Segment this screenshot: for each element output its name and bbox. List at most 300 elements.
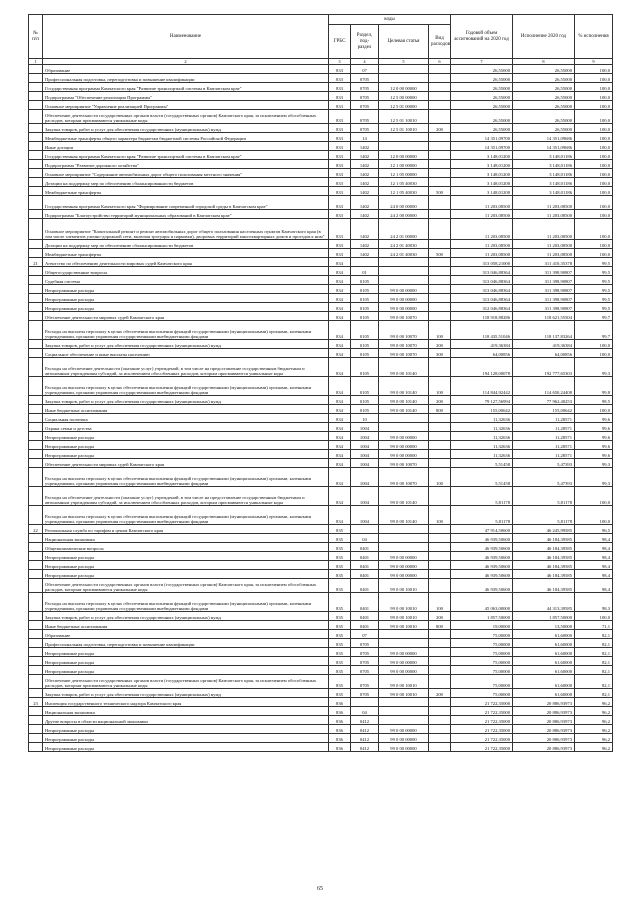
row-name: Общегосударственные вопросы: [43, 267, 329, 276]
row-expense-type: [429, 133, 451, 142]
row-percent: 99,3: [575, 468, 613, 487]
row-expense-type: [429, 160, 451, 169]
row-number: [29, 65, 43, 74]
row-percent: 99,6: [575, 450, 613, 459]
row-name: Закупка товаров, работ и услуг для обеспечения государственных (муниципальных) нужд: [43, 124, 329, 133]
row-number: [29, 716, 43, 725]
row-expense-type: [429, 74, 451, 83]
row-plan-value: 21 722,35000: [451, 707, 513, 716]
col-number: 6: [429, 59, 451, 65]
row-number: [29, 552, 43, 561]
row-fact-value: 311 398,90807: [513, 303, 575, 312]
row-number: 21: [29, 258, 43, 267]
row-target-article: 99 0 00 00000: [379, 432, 429, 441]
row-name: Обеспечение деятельности государственных органов власти (государственных органов) Камчатского края, за исключением обособленных расходов, которым присваиваются уникальные коды: [43, 110, 329, 124]
row-name: Непрограммные расходы: [43, 734, 329, 743]
row-grbs: 836: [329, 716, 351, 725]
row-number: [29, 648, 43, 657]
row-expense-type: [429, 487, 451, 506]
row-razdel: 0105: [351, 358, 379, 377]
header-vr: Вид расходов: [429, 25, 451, 59]
row-name: Основное мероприятие "Капитальный ремонт и ремонт автомобильных дорог общего пользования населенных пунктов Камчатского края (в том числе элементов улично-дорожной сети, включая тротуары и парковки), дворовых территорий многоквартирных домов и проездов к ним": [43, 219, 329, 240]
row-plan-value: 11 203,08500: [451, 196, 513, 210]
row-razdel: 04: [351, 707, 379, 716]
row-razdel: 1004: [351, 423, 379, 432]
row-razdel: 0705: [351, 92, 379, 101]
row-number: [29, 593, 43, 612]
row-razdel: 1402: [351, 178, 379, 187]
row-plan-value: 5,51458: [451, 459, 513, 468]
table-row: [29, 675, 613, 689]
row-expense-type: [429, 423, 451, 432]
row-grbs: 834: [329, 377, 351, 396]
header-num: № п/п: [29, 15, 43, 59]
row-target-article: [379, 698, 429, 707]
row-fact-value: 311 398,90807: [513, 276, 575, 285]
row-razdel: 0105: [351, 349, 379, 358]
row-target-article: [379, 414, 429, 423]
table-row: [29, 321, 613, 340]
row-expense-type: [429, 552, 451, 561]
row-fact-value: 1 857,50000: [513, 612, 575, 621]
row-fact-value: 20 886,93973: [513, 743, 575, 752]
header-pct: % исполнения: [575, 15, 613, 59]
row-target-article: [379, 133, 429, 142]
row-fact-value: 64,00856: [513, 349, 575, 358]
table-row: [29, 561, 613, 570]
row-number: [29, 707, 43, 716]
row-percent: 100,0: [575, 92, 613, 101]
row-number: [29, 249, 43, 258]
row-razdel: 0105: [351, 377, 379, 396]
row-grbs: 834: [329, 432, 351, 441]
row-name: Охрана семьи и детства: [43, 423, 329, 432]
row-number: [29, 396, 43, 405]
row-percent: 82,1: [575, 675, 613, 689]
row-razdel: 1004: [351, 506, 379, 525]
row-plan-value: 313 046,88364: [451, 276, 513, 285]
row-plan-value: 5,51458: [451, 468, 513, 487]
row-plan-value: 21 722,35000: [451, 743, 513, 752]
row-grbs: 834: [329, 405, 351, 414]
row-razdel: 1402: [351, 240, 379, 249]
row-percent: 100,0: [575, 349, 613, 358]
row-razdel: 0705: [351, 675, 379, 689]
table-row: [29, 593, 613, 612]
row-expense-type: [429, 142, 451, 151]
row-target-article: [379, 142, 429, 151]
row-percent: 82,1: [575, 689, 613, 698]
row-grbs: 833: [329, 196, 351, 210]
row-plan-value: 11,32636: [451, 441, 513, 450]
row-expense-type: [429, 303, 451, 312]
row-fact-value: 11,28571: [513, 441, 575, 450]
row-number: [29, 612, 43, 621]
col-number: 8: [513, 59, 575, 65]
row-fact-value: 5,47393: [513, 459, 575, 468]
row-percent: 100,0: [575, 142, 613, 151]
row-target-article: 99 0 00 00000: [379, 552, 429, 561]
row-expense-type: [429, 561, 451, 570]
row-grbs: 835: [329, 593, 351, 612]
row-plan-value: 14 351,09700: [451, 133, 513, 142]
row-grbs: 834: [329, 441, 351, 450]
row-name: Непрограммные расходы: [43, 432, 329, 441]
row-number: [29, 468, 43, 487]
row-grbs: 834: [329, 358, 351, 377]
row-name: Образование: [43, 65, 329, 74]
row-razdel: [351, 525, 379, 534]
row-razdel: [351, 258, 379, 267]
row-fact-value: 3 148,01186: [513, 160, 575, 169]
row-number: [29, 340, 43, 349]
row-percent: 96,2: [575, 716, 613, 725]
row-percent: 100,0: [575, 133, 613, 142]
row-expense-type: [429, 630, 451, 639]
row-number: [29, 110, 43, 124]
row-expense-type: [429, 716, 451, 725]
row-grbs: 833: [329, 142, 351, 151]
row-razdel: 07: [351, 630, 379, 639]
row-razdel: 0105: [351, 321, 379, 340]
row-expense-type: [429, 525, 451, 534]
row-percent: 99,6: [575, 441, 613, 450]
row-plan-value: 46 939,50600: [451, 561, 513, 570]
table-row: [29, 506, 613, 525]
row-expense-type: [429, 151, 451, 160]
row-percent: 98,5: [575, 396, 613, 405]
row-target-article: 99 0 00 00000: [379, 561, 429, 570]
table-row: [29, 487, 613, 506]
row-number: [29, 321, 43, 340]
row-percent: 100,0: [575, 187, 613, 196]
row-grbs: 835: [329, 561, 351, 570]
row-fact-value: 311 398,90807: [513, 294, 575, 303]
row-name: Агентство по обеспечению деятельности мировых судей Камчатского края: [43, 258, 329, 267]
row-target-article: 12 1 05 40030: [379, 187, 429, 196]
table-row: [29, 65, 613, 74]
row-target-article: [379, 543, 429, 552]
row-plan-value: 26,55000: [451, 65, 513, 74]
header-cs: Целевая статья: [379, 25, 429, 59]
row-fact-value: 5,47393: [513, 468, 575, 487]
row-target-article: 99 0 00 10140: [379, 405, 429, 414]
row-name: Непрограммные расходы: [43, 657, 329, 666]
row-fact-value: 311 410,35378: [513, 258, 575, 267]
row-target-article: 12 1 05 00000: [379, 169, 429, 178]
table-row: [29, 423, 613, 432]
row-number: [29, 630, 43, 639]
row-percent: 99,5: [575, 303, 613, 312]
row-expense-type: [429, 543, 451, 552]
row-percent: 100,0: [575, 249, 613, 258]
row-number: [29, 639, 43, 648]
row-name: Непрограммные расходы: [43, 285, 329, 294]
row-fact-value: 20 886,93973: [513, 734, 575, 743]
row-name: Дотации на поддержку мер по обеспечению сбалансированности бюджетов: [43, 240, 329, 249]
row-number: [29, 83, 43, 92]
row-razdel: 0705: [351, 639, 379, 648]
row-grbs: 834: [329, 340, 351, 349]
table-row: [29, 83, 613, 92]
row-target-article: 12 1 00 00000: [379, 160, 429, 169]
table-row: [29, 151, 613, 160]
row-fact-value: 5,81178: [513, 487, 575, 506]
table-row: [29, 294, 613, 303]
row-name: Общеэкономические вопросы: [43, 543, 329, 552]
row-grbs: 835: [329, 525, 351, 534]
col-number: 4: [351, 59, 379, 65]
row-fact-value: 118 137,83264: [513, 321, 575, 340]
row-number: [29, 506, 43, 525]
table-row: [29, 285, 613, 294]
row-percent: 82,1: [575, 639, 613, 648]
row-razdel: 1004: [351, 459, 379, 468]
row-name: Государственная программа Камчатского края "Развитие транспортной системы в Камчатском крае": [43, 151, 329, 160]
row-razdel: 0105: [351, 312, 379, 321]
row-target-article: 24 0 00 00000: [379, 196, 429, 210]
row-target-article: 24 2 01 40030: [379, 249, 429, 258]
row-number: [29, 101, 43, 110]
row-razdel: 0705: [351, 101, 379, 110]
row-target-article: 24 2 00 00000: [379, 210, 429, 219]
row-target-article: [379, 639, 429, 648]
row-plan-value: 75,00000: [451, 648, 513, 657]
row-expense-type: 500: [429, 249, 451, 258]
row-fact-value: 26,55000: [513, 101, 575, 110]
row-percent: 100,0: [575, 405, 613, 414]
row-plan-value: 47 914,50600: [451, 525, 513, 534]
row-expense-type: [429, 648, 451, 657]
row-expense-type: 100: [429, 468, 451, 487]
header-codes: коды: [329, 15, 451, 25]
row-expense-type: 800: [429, 405, 451, 414]
row-fact-value: 11,28571: [513, 414, 575, 423]
row-fact-value: 13,50000: [513, 621, 575, 630]
row-grbs: 834: [329, 506, 351, 525]
row-target-article: [379, 258, 429, 267]
row-expense-type: [429, 267, 451, 276]
row-number: [29, 74, 43, 83]
row-target-article: 99 0 00 10070: [379, 459, 429, 468]
row-target-article: 99 0 00 10070: [379, 468, 429, 487]
row-number: [29, 743, 43, 752]
row-grbs: 834: [329, 468, 351, 487]
row-name: Непрограммные расходы: [43, 450, 329, 459]
row-percent: 96,2: [575, 698, 613, 707]
row-razdel: 0705: [351, 648, 379, 657]
row-expense-type: [429, 210, 451, 219]
row-razdel: 0401: [351, 579, 379, 593]
row-percent: 100,0: [575, 74, 613, 83]
row-grbs: 833: [329, 219, 351, 240]
table-row: [29, 666, 613, 675]
row-name: Непрограммные расходы: [43, 561, 329, 570]
table-row: [29, 639, 613, 648]
row-grbs: 834: [329, 459, 351, 468]
row-percent: 98,4: [575, 570, 613, 579]
table-row: [29, 340, 613, 349]
row-name: Подпрограмма "Развитие дорожного хозяйства": [43, 160, 329, 169]
col-number: 5: [379, 59, 429, 65]
row-percent: 96,2: [575, 734, 613, 743]
row-name: Закупка товаров, работ и услуг для обеспечения государственных (муниципальных) нужд: [43, 689, 329, 698]
row-name: Региональная служба по тарифам и ценам Камчатского края: [43, 525, 329, 534]
row-target-article: 99 0 00 10070: [379, 321, 429, 340]
row-expense-type: 800: [429, 621, 451, 630]
col-number: 2: [43, 59, 329, 65]
row-razdel: 1402: [351, 249, 379, 258]
row-grbs: 834: [329, 450, 351, 459]
row-razdel: 1402: [351, 219, 379, 240]
row-percent: 98,4: [575, 534, 613, 543]
row-fact-value: 11 203,08500: [513, 219, 575, 240]
row-fact-value: 61,60000: [513, 630, 575, 639]
row-percent: 100,0: [575, 487, 613, 506]
row-name: Расходы на выплаты персоналу в целях обеспечения выполнения функций государственными (муниципальными) органами, казенными учреждениями, органами управления государственными внебюджетными фондами: [43, 468, 329, 487]
row-expense-type: [429, 83, 451, 92]
row-target-article: 12 0 00 00000: [379, 151, 429, 160]
row-expense-type: [429, 312, 451, 321]
page-number: 65: [317, 886, 323, 892]
row-fact-value: 114 650,24408: [513, 377, 575, 396]
table-row: [29, 377, 613, 396]
row-percent: 100,0: [575, 110, 613, 124]
table-row: [29, 178, 613, 187]
row-fact-value: 26,55000: [513, 124, 575, 133]
row-razdel: 1004: [351, 441, 379, 450]
row-grbs: 833: [329, 92, 351, 101]
row-name: Непрограммные расходы: [43, 441, 329, 450]
row-razdel: 1004: [351, 432, 379, 441]
row-expense-type: [429, 743, 451, 752]
table-row: [29, 414, 613, 423]
row-plan-value: 3 148,01200: [451, 160, 513, 169]
row-plan-value: 21 722,35000: [451, 734, 513, 743]
row-expense-type: [429, 258, 451, 267]
row-target-article: 12 5 01 10010: [379, 110, 429, 124]
row-fact-value: 118 621,55504: [513, 312, 575, 321]
row-name: Социальная политика: [43, 414, 329, 423]
row-expense-type: [429, 414, 451, 423]
header-razdel: Раздел, под- раздел: [351, 25, 379, 59]
row-grbs: 835: [329, 630, 351, 639]
row-target-article: 99 0 00 00000: [379, 725, 429, 734]
row-target-article: 99 0 00 10070: [379, 312, 429, 321]
row-percent: 98,4: [575, 561, 613, 570]
budget-table: [28, 14, 613, 752]
row-number: [29, 151, 43, 160]
table-row: [29, 579, 613, 593]
row-name: Иные бюджетные ассигнования: [43, 621, 329, 630]
row-plan-value: 26,55000: [451, 92, 513, 101]
row-plan-value: 26,55000: [451, 110, 513, 124]
table-row: [29, 303, 613, 312]
row-expense-type: 100: [429, 506, 451, 525]
table-row: [29, 101, 613, 110]
row-percent: 96,2: [575, 707, 613, 716]
row-grbs: 835: [329, 675, 351, 689]
table-row: [29, 92, 613, 101]
row-expense-type: 100: [429, 321, 451, 340]
row-fact-value: 61,60000: [513, 639, 575, 648]
row-razdel: 0705: [351, 124, 379, 133]
row-target-article: [379, 630, 429, 639]
row-name: Основное мероприятие "Содержание автомобильных дорог общего пользования местного значения": [43, 169, 329, 178]
row-target-article: 99 0 00 00000: [379, 441, 429, 450]
table-row: [29, 534, 613, 543]
row-fact-value: 46 184,39585: [513, 552, 575, 561]
row-razdel: 1402: [351, 160, 379, 169]
row-target-article: [379, 423, 429, 432]
row-plan-value: 3 148,01200: [451, 151, 513, 160]
row-percent: 99,5: [575, 294, 613, 303]
row-percent: 98,4: [575, 552, 613, 561]
row-plan-value: 419,36384: [451, 340, 513, 349]
table-row: [29, 612, 613, 621]
row-fact-value: 77 962,40253: [513, 396, 575, 405]
row-expense-type: 200: [429, 340, 451, 349]
row-razdel: 0705: [351, 110, 379, 124]
row-plan-value: 11,32636: [451, 450, 513, 459]
row-expense-type: [429, 579, 451, 593]
row-expense-type: [429, 698, 451, 707]
row-name: Социальное обеспечение и иные выплаты населению: [43, 349, 329, 358]
row-razdel: 01: [351, 267, 379, 276]
row-number: [29, 432, 43, 441]
col-number: 1: [29, 59, 43, 65]
row-target-article: 24 2 01 00000: [379, 219, 429, 240]
row-name: Расходы на выплаты персоналу в целях обеспечения выполнения функций государственными (муниципальными) органами, казенными учреждениями, органами управления государственными внебюджетными фондами: [43, 321, 329, 340]
row-plan-value: 75,00000: [451, 666, 513, 675]
row-expense-type: [429, 725, 451, 734]
row-percent: 98,4: [575, 543, 613, 552]
row-name: Профессиональная подготовка, переподготовка и повышение квалификации: [43, 74, 329, 83]
table-row: [29, 240, 613, 249]
row-percent: 82,1: [575, 630, 613, 639]
row-name: Профессиональная подготовка, переподготовка и повышение квалификации: [43, 639, 329, 648]
row-number: [29, 178, 43, 187]
row-target-article: 99 0 00 10140: [379, 377, 429, 396]
row-grbs: 834: [329, 267, 351, 276]
row-grbs: 835: [329, 648, 351, 657]
row-plan-value: 313 046,88364: [451, 294, 513, 303]
table-row: [29, 210, 613, 219]
row-target-article: [379, 707, 429, 716]
table-row: [29, 142, 613, 151]
row-name: Образование: [43, 630, 329, 639]
row-grbs: 836: [329, 707, 351, 716]
row-number: [29, 358, 43, 377]
row-percent: 99,5: [575, 285, 613, 294]
row-plan-value: 118 918,88286: [451, 312, 513, 321]
table-row: [29, 716, 613, 725]
row-plan-value: 11,32636: [451, 432, 513, 441]
row-grbs: 835: [329, 657, 351, 666]
row-expense-type: [429, 570, 451, 579]
row-number: [29, 303, 43, 312]
row-plan-value: 5,81178: [451, 506, 513, 525]
row-number: [29, 285, 43, 294]
row-expense-type: [429, 92, 451, 101]
table-row: [29, 450, 613, 459]
row-razdel: 0105: [351, 340, 379, 349]
row-grbs: 833: [329, 240, 351, 249]
row-plan-value: 21 722,35000: [451, 698, 513, 707]
table-row: [29, 349, 613, 358]
row-percent: 99,8: [575, 377, 613, 396]
row-target-article: 12 1 05 40030: [379, 178, 429, 187]
